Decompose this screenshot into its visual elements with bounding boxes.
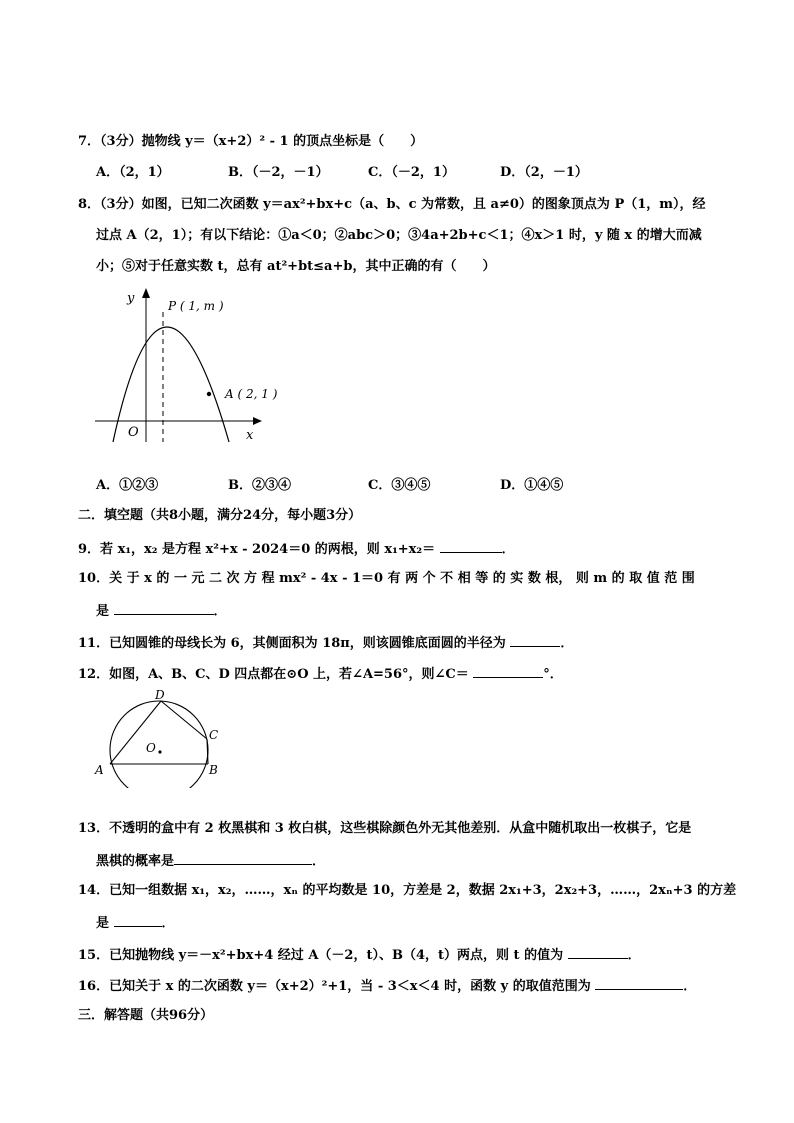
point-a [207,392,211,396]
y-axis-label: y [127,291,135,306]
q8-option-a: A．①②③ [96,478,159,493]
q7-option-d: D．（2，－1） [500,165,588,180]
circle-o [110,701,208,788]
q14-line2 [96,914,175,932]
q11-answer-blank[interactable] [510,634,560,647]
q16-end: ． [683,979,697,994]
q14-line1: 14．已知一组数据 x₁，x₂，……，xₙ 的平均数是 10，方差是 2，数据 2x₁+3，2x₂+3，……，2xₙ+3 的方差 [78,883,737,898]
q13-end: ． [312,854,326,869]
q13-answer-blank[interactable] [174,852,312,865]
q13-line2-text: 黑棋的概率是 [96,854,175,869]
q16-answer-blank[interactable] [595,977,683,990]
q15-answer-blank[interactable] [568,946,628,959]
label-d: D [155,688,165,702]
q7-option-c: C．（－2，1） [368,165,455,180]
origin-label: O [128,425,139,440]
q7-option-a: A．（2，1） [96,165,170,180]
label-c: C [209,728,219,742]
q8-line2: 过点 A（2，1）；有以下结论：①a＜0；②abc＞0；③4a+2b+c＜1；④x＞1 时，y 随 x 的增大而减 [96,228,702,243]
q7-stem: 7．（3分）抛物线 y＝（x+2）² - 1 的顶点坐标是（ ） [78,134,424,149]
q8-line3: 小；⑤对于任意实数 t，总有 at²+bt≤a+b，其中正确的有（ ） [96,259,496,274]
q16 [78,977,696,995]
q9-text: 9．若 x₁，x₂ 是方程 x²+x - 2024＝0 的两根，则 x₁+x₂＝ [78,542,436,557]
y-axis-arrow [142,288,150,298]
chord-dc [161,701,207,739]
q10-line2-text: 是 [96,604,110,619]
q8-option-c: C．③④⑤ [368,478,431,493]
section-2-heading: 二．填空题（共8小题，满分24分，每小题3分） [78,508,362,523]
q15-text: 15．已知抛物线 y＝－x²+bx+4 经过 A（－2，t）、B（4，t）两点，则 t 的值为 [78,948,564,963]
section-3-heading: 三．解答题（共96分） [78,1008,214,1023]
q8-option-b: B．②③④ [228,478,291,493]
q8-option-d: D．①④⑤ [500,478,564,493]
label-b: B [209,763,218,777]
q10-end: ． [213,604,227,619]
q12 [78,665,563,683]
q16-text: 16．已知关于 x 的二次函数 y＝（x+2）²+1，当 - 3＜x＜4 时，函数 y 的取值范围为 [78,979,591,994]
q12-end: °． [543,667,563,682]
x-axis-arrow [253,417,262,425]
x-axis-label: x [246,428,254,443]
q9-end: ． [501,542,515,557]
q13-line1: 13．不透明的盒中有 2 枚黑棋和 3 枚白棋，这些棋除颜色外无其他差别．从盒中随机取出一枚棋子，它是 [78,821,692,836]
q15-end: ． [627,948,641,963]
q8-line1: 8．（3分）如图，已知二次函数 y＝ax²+bx+c（a、b、c 为常数，且 a≠0）的图象顶点为 P（1，m），经 [78,197,706,212]
q11 [78,634,573,652]
q12-circle-figure [88,688,228,788]
q12-answer-blank[interactable] [473,665,543,678]
q10-line1: 10．关 于 x 的 一 元 二 次 方 程 mx² - 4x - 1＝0 有 两 个 不 相 等 的 实 数 根， 则 m 的 取 值 范 围 [78,571,695,586]
q7-option-b: B．（－2，－1） [228,165,329,180]
q8-parabola-figure [90,282,290,447]
point-a-label: A ( 2, 1 ) [225,387,278,401]
label-a: A [95,763,104,777]
q10-line2 [96,602,227,620]
q10-answer-blank[interactable] [114,602,214,615]
q14-end: ． [161,916,175,931]
q11-end: ． [560,636,574,651]
q13-line2 [96,852,325,870]
q9 [78,540,515,558]
q14-line2-text: 是 [96,916,110,931]
q15 [78,946,641,964]
q11-text: 11．已知圆锥的母线长为 6，其侧面积为 18π，则该圆锥底面圆的半径为 [78,636,506,651]
center-o-dot [158,750,161,753]
q9-answer-blank[interactable] [440,540,502,553]
label-o: O [146,741,156,755]
vertex-p-label: P ( 1, m ) [168,299,224,313]
q14-answer-blank[interactable] [114,914,162,927]
q12-text: 12．如图，A、B、C、D 四点都在⊙O 上，若∠A=56°，则∠C＝ [78,667,469,682]
